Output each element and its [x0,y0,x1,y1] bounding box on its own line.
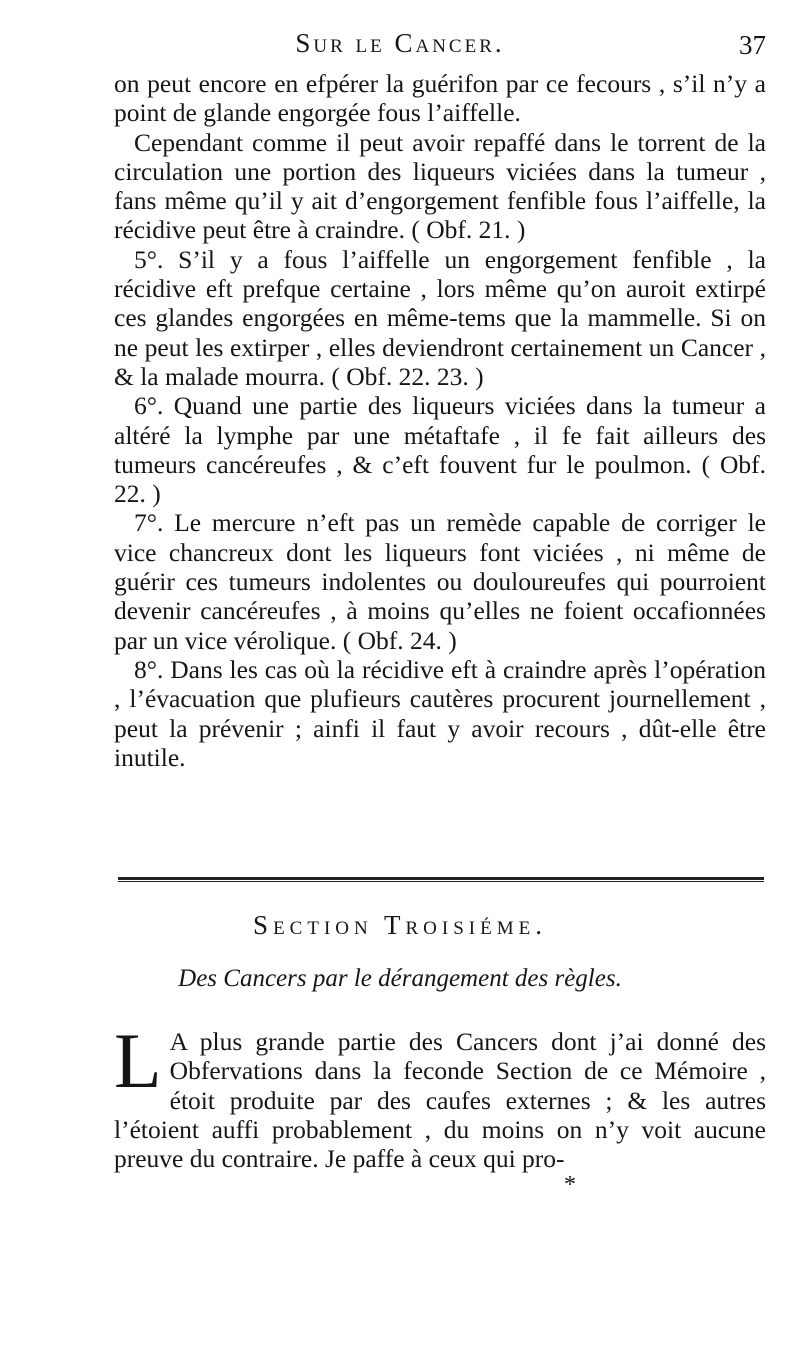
paragraph: Cependant comme il peut avoir repaffé dans le torrent de la circulation une portion des liqueurs viciées dans la tumeur , fans même qu’il y ait d’engorgement fenfible fous l’aiffelle, la récidive peut être à craindre. ( Obf. 21. ) [114,127,766,245]
paragraph-continuation: on peut encore en efpérer la guérifon par ce fecours , s’il n’y a point de glande engorgée fous l’aiffelle. [114,69,766,128]
section-divider [118,877,764,882]
section-first-paragraph [114,1017,766,1174]
section-subtitle: Des Cancers par le dérangement des règles. [178,965,622,992]
paragraph-item-6: 6°. Quand une partie des liqueurs viciées dans la tumeur a altéré la lymphe par une métaftafe , il fe fait ailleurs des tumeurs cancéreufes , & c’eft fouvent fur le poulmon. ( Obf. 22. ) [114,391,766,509]
paragraph-item-7: 7°. Le mercure n’eft pas un remède capable de corriger le vice chancreux dont les liqueurs font viciées , ni même de guérir ces tumeurs indolentes ou douloureufes qui pourroient devenir cancéreufes , à moins qu’elles ne foient occafionnées par un vice vérolique. ( Obf. 24. ) [114,508,766,655]
paragraph-item-5: 5°. S’il y a fous l’aiffelle un engorgement fenfible , la récidive eft prefque certaine , lors même qu’on auroit extirpé ces glandes engorgées en même-tems que la mammelle. Si on ne peut les extirper , elles deviendront certainement un Cancer , & la malade mourra. ( Obf. 22. 23. ) [114,244,766,391]
section-paragraph-text: A plus grande partie des Cancers dont j’ai donné des Obfervations dans la feconde Section de ce Mémoire , étoit produite par des caufes externes ; & les autres l’étoient auffi probablement , du moins on n’y voit aucune preuve du contraire. Je paffe à ceux qui pro- [114,1027,766,1174]
body-text [114,69,766,772]
page-header [0,28,800,68]
running-head: Sur le Cancer. [295,28,505,58]
section-body [114,1017,766,1174]
page-number: 37 [739,30,766,60]
section-title: Section Troisiéme. [253,910,547,940]
drop-cap: L [114,1017,162,1104]
paragraph-item-8: 8°. Dans les cas où la récidive eft à craindre après l’opération , l’évacuation que plufieurs cautères procurent journellement , peut la prévenir ; ainfi il faut y avoir recours , dût-elle être inutile. [114,654,766,772]
signature-mark: * [564,1172,576,1198]
